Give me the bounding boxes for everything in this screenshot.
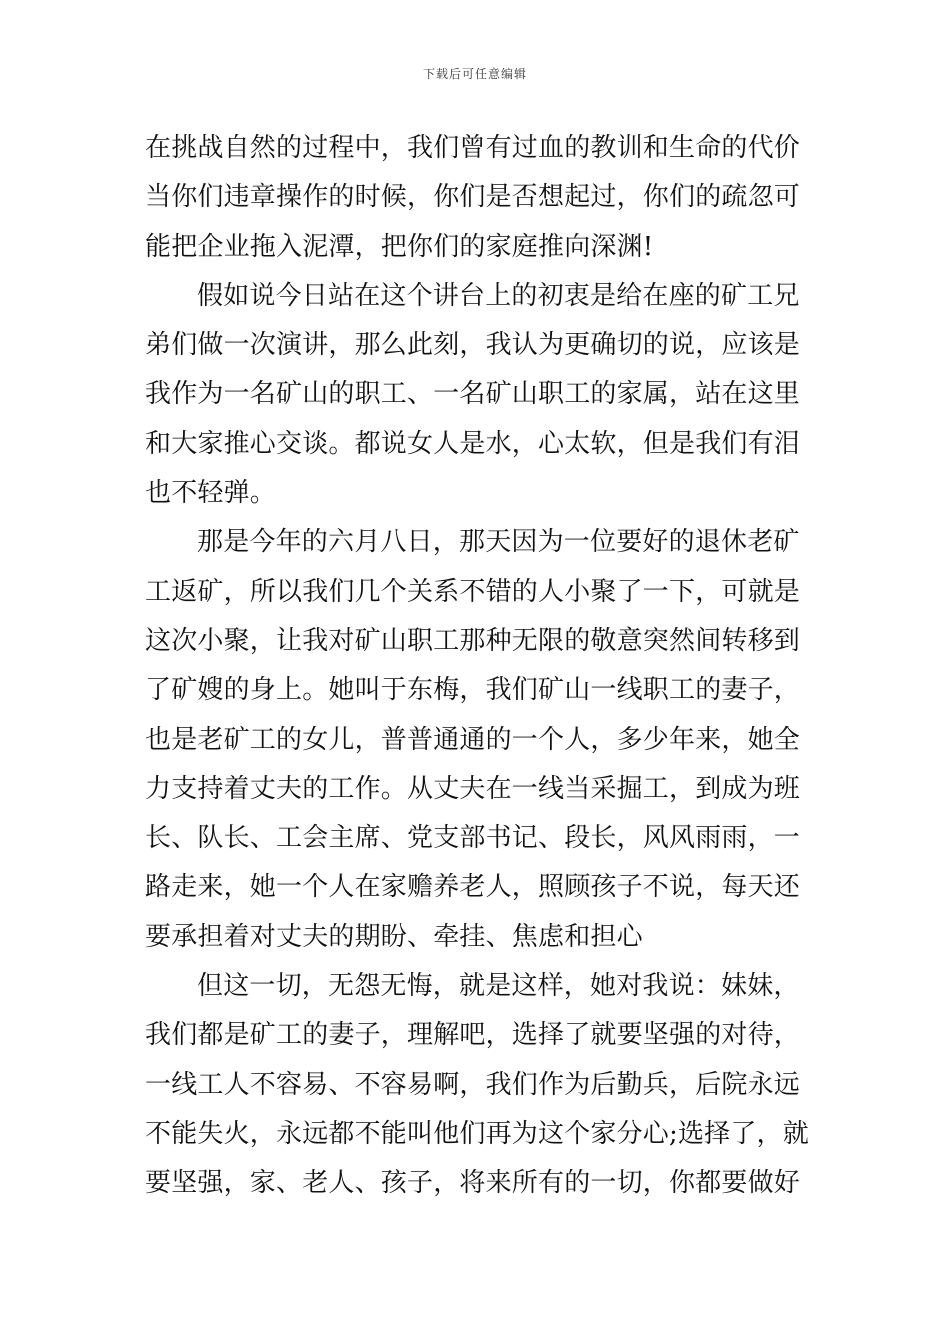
text-line: 和大家推心交谈。都说女人是水，心太软，但是我们有泪 [145,428,801,459]
text-line: 假如说今日站在这个讲台上的初衷是给在座的矿工兄 [197,280,800,311]
text-line: 力支持着丈夫的工作。从丈夫在一线当采掘工，到成为班 [145,773,801,804]
text-line: 这次小聚，让我对矿山职工那种无限的敬意突然间转移到 [145,625,801,656]
text-line: 也不轻弹。 [145,478,277,509]
text-line: 我作为一名矿山的职工、一名矿山职工的家属，站在这里 [145,379,801,410]
document-body [145,124,809,1209]
text-line: 当你们违章操作的时候，你们是否想起过，你们的疏忽可 [145,182,801,213]
text-line: 但这一切，无怨无悔，就是这样，她对我说：妹妹， [197,971,800,1002]
text-line: 一线工人不容易、不容易啊，我们作为后勤兵，后院永远 [145,1069,801,1100]
text-line: 也是老矿工的女儿，普普通通的一个人，多少年来，她全 [145,724,801,755]
page-header: 下载后可任意编辑 [422,67,527,81]
text-line: 那是今年的六月八日，那天因为一位要好的退休老矿 [197,527,800,558]
text-line: 弟们做一次演讲，那么此刻，我认为更确切的说，应该是 [145,330,801,361]
text-line: 了矿嫂的身上。她叫于东梅，我们矿山一线职工的妻子， [145,675,801,706]
text-line: 不能失火，永远都不能叫他们再为这个家分心;选择了，就 [145,1118,809,1149]
text-line: 在挑战自然的过程中，我们曾有过血的教训和生命的代价 [145,133,801,163]
text-line: 要承担着对丈夫的期盼、牵挂、焦虑和担心 [145,921,643,952]
text-line: 能把企业拖入泥潭，把你们的家庭推向深渊! [145,231,654,262]
text-line: 长、队长、工会主席、党支部书记、段长，风风雨雨，一 [145,823,801,854]
text-line: 要坚强，家、老人、孩子，将来所有的一切，你都要做好 [145,1168,801,1199]
text-line: 工返矿，所以我们几个关系不错的人小聚了一下，可就是 [145,576,801,607]
text-line: 路走来，她一个人在家赡养老人，照顾孩子不说，每天还 [145,872,801,903]
text-line: 我们都是矿工的妻子，理解吧，选择了就要坚强的对待， [145,1020,801,1051]
